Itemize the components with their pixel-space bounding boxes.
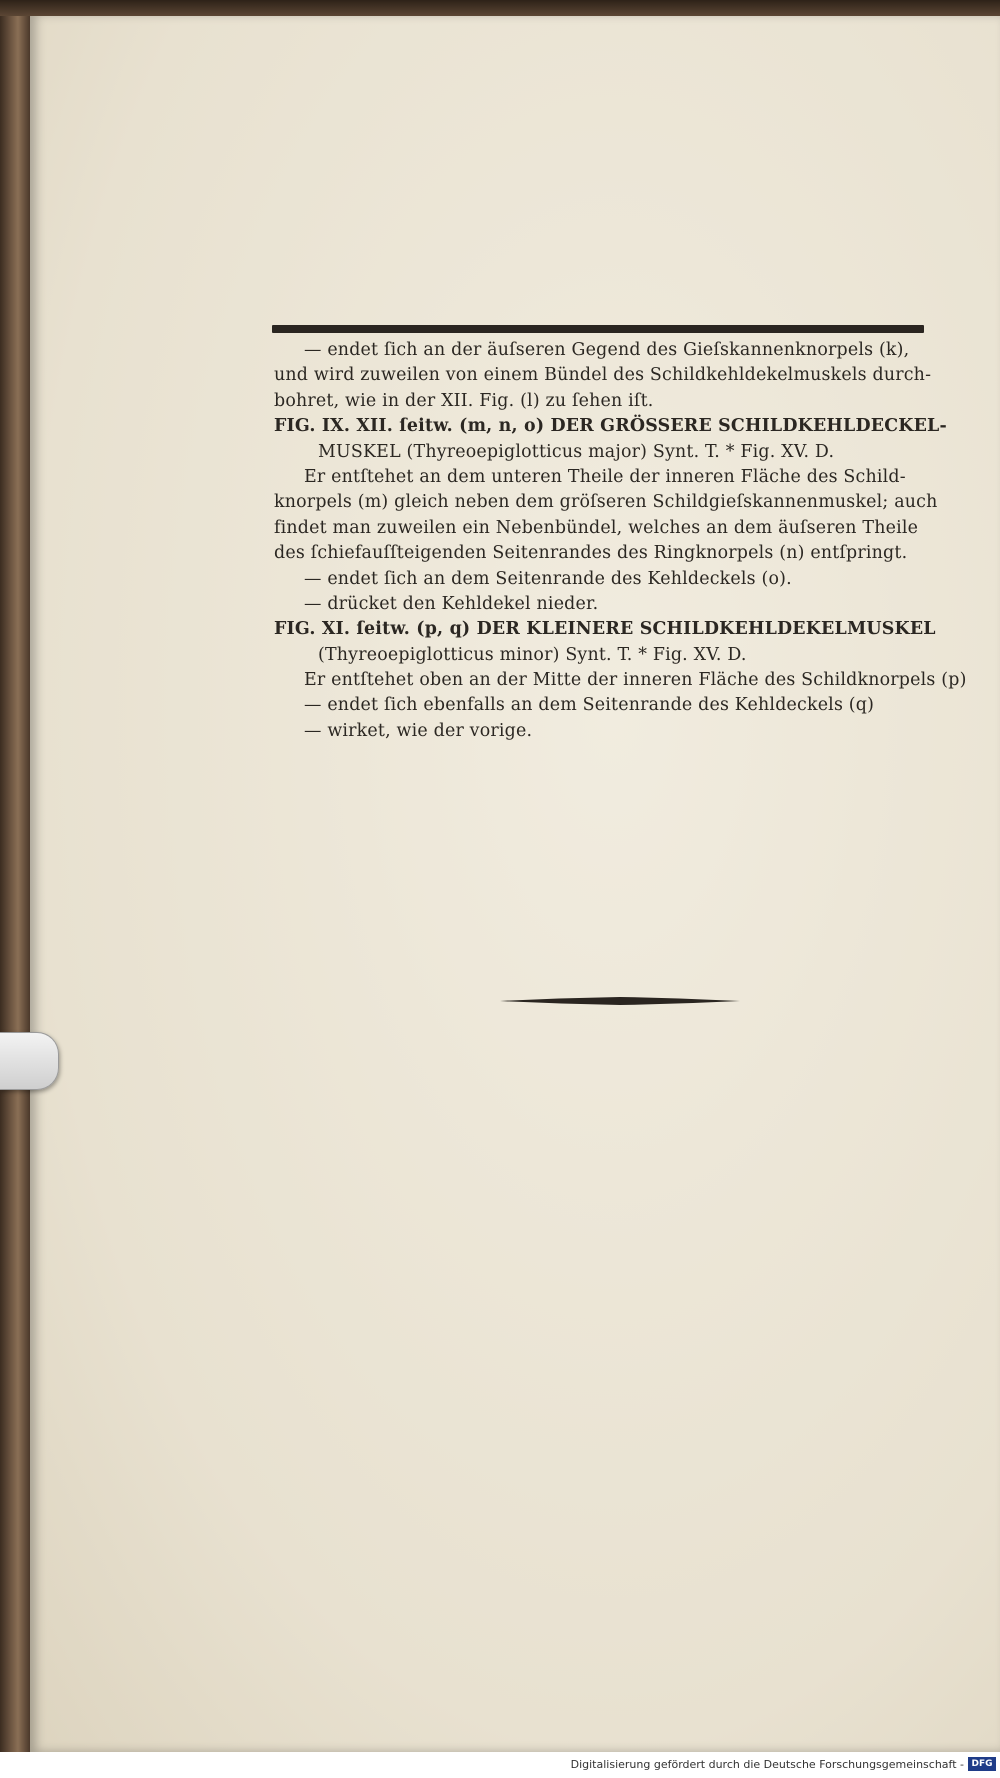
text-line: und wird zuweilen von einem Bündel des Schildkehldekelmuskels durch- xyxy=(274,365,932,386)
book-spine-edge xyxy=(0,0,30,1752)
text-line: — endet ſich an der äuſseren Gegend des Gieſskannenknorpels (k), xyxy=(304,340,910,360)
text-line: knorpels (m) gleich neben dem gröſseren Schildgieſskannenmuskel; auch xyxy=(274,492,938,513)
text-line: — drücket den Kehldekel nieder. xyxy=(304,593,599,614)
text-line: — endet ſich ebenfalls an dem Seitenrande des Kehldeckels (q) xyxy=(304,695,875,716)
page-top-edge xyxy=(0,0,1000,16)
text-line: — endet ſich an dem Seitenrande des Kehldeckels (o). xyxy=(304,568,792,589)
book-page xyxy=(30,14,1000,1752)
text-line: Er entſtehet an dem unteren Theile der inneren Fläche des Schild- xyxy=(304,466,906,487)
page-text xyxy=(274,338,967,744)
digitization-footer xyxy=(0,1752,1000,1778)
end-ornament xyxy=(500,996,740,1006)
text-line: MUSKEL (Thyreoepiglotticus major) Synt. T. * Fig. XV. D. xyxy=(318,441,835,462)
text-line: (Thyreoepiglotticus minor) Synt. T. * Fig. XV. D. xyxy=(318,644,747,665)
header-rule xyxy=(272,325,924,333)
text-line: des ſchiefauſſteigenden Seitenrandes des Ringknorpels (n) entſpringt. xyxy=(274,543,908,564)
dfg-logo: DFG xyxy=(968,1757,996,1771)
footer-credit: Digitalisierung gefördert durch die Deutsche Forschungsgemeinschaft - xyxy=(570,1758,964,1771)
text-line: — wirket, wie der vorige. xyxy=(304,720,533,741)
text-line: bohret, wie in der XII. Fig. (l) zu ſehen iſt. xyxy=(274,390,654,411)
text-line: Er entſtehet oben an der Mitte der inneren Fläche des Schildknorpels (p) xyxy=(304,670,967,691)
text-line: findet man zuweilen ein Nebenbündel, welches an dem äuſseren Theile xyxy=(274,517,919,538)
figure-heading: FIG. XI. ſeitw. (p, q) DER KLEINERE SCHILDKEHLDEKELMUSKEL xyxy=(274,619,936,640)
page-clip-tab xyxy=(0,1032,59,1090)
figure-heading: FIG. IX. XII. ſeitw. (m, n, o) DER GRÖSSERE SCHILDKEHLDECKEL- xyxy=(274,416,947,437)
